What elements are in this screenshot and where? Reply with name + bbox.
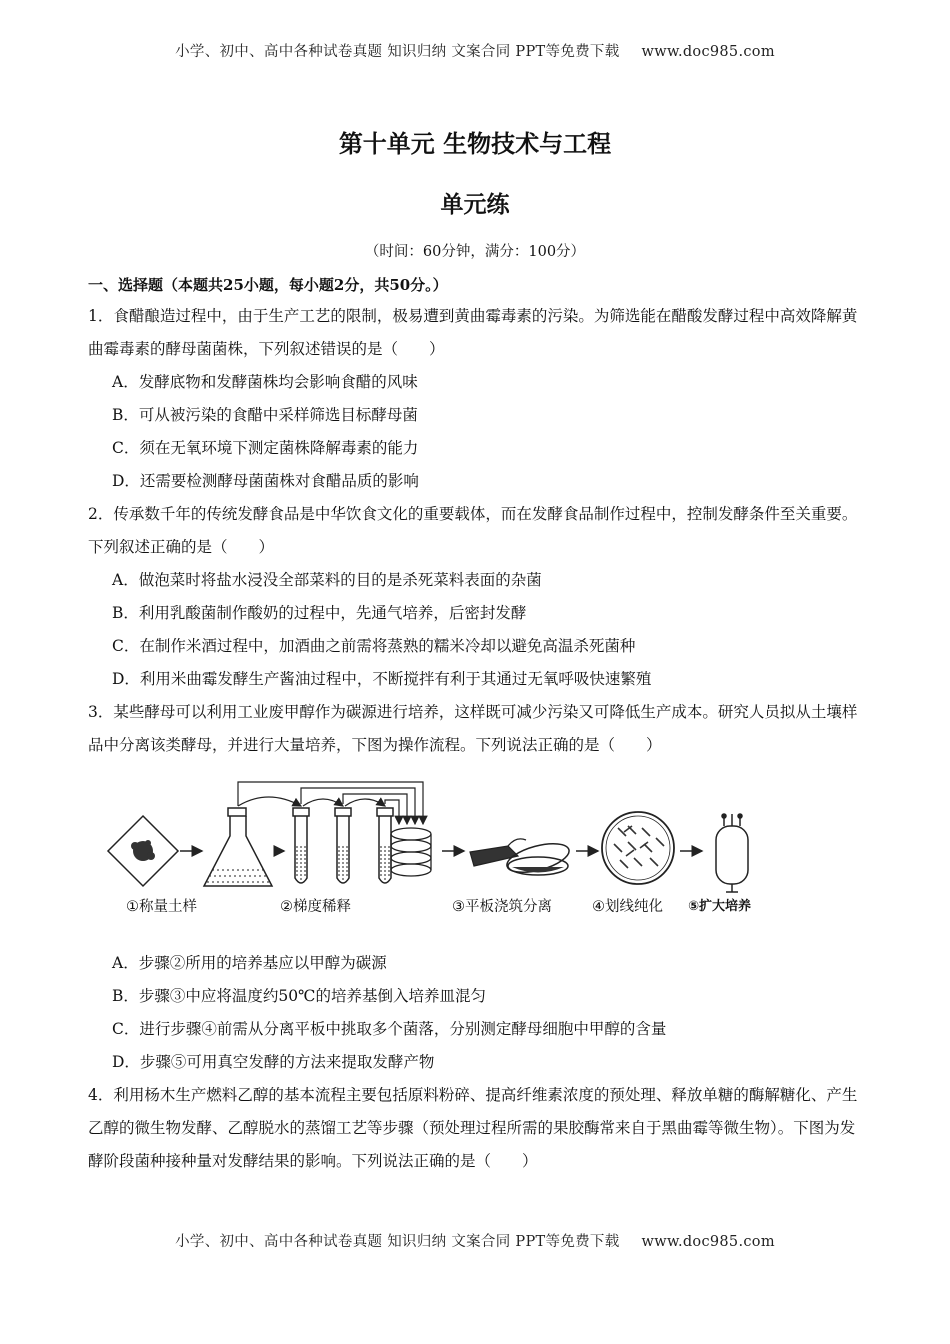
options-list bbox=[88, 564, 863, 696]
figure-label-scale-up: ⑤扩大培养 bbox=[688, 899, 752, 914]
question-4 bbox=[88, 1079, 863, 1178]
option-d[interactable]: D．步骤⑤可用真空发酵的方法来提取发酵产物 bbox=[112, 1053, 435, 1071]
option-a[interactable]: A．发酵底物和发酵菌株均会影响食醋的风味 bbox=[112, 373, 418, 391]
unit-title: 第十单元 生物技术与工程 bbox=[338, 130, 612, 158]
flask-icon bbox=[204, 808, 272, 886]
question-text: 4．利用杨木生产燃料乙醇的基本流程主要包括原料粉碎、提高纤维素浓度的预处理、释放单糖的酶解糖化、产生乙醇的微生物发酵、乙醇脱水的蒸馏工艺等步骤（预处理过程所需的果胶酶常来自于黑曲霉等微生物）。下图为发酵阶段菌种接种量对发酵结果的影响。下列说法正确的是（ ） bbox=[88, 1086, 858, 1170]
figure-label-pour-plate: ③平板浇筑分离 bbox=[452, 899, 552, 915]
option-c[interactable]: C．须在无氧环境下测定菌株降解毒素的能力 bbox=[112, 439, 419, 457]
transfer-arrow bbox=[238, 797, 301, 806]
soil-sample-icon bbox=[108, 816, 178, 886]
option-c[interactable]: C．进行步骤④前需从分离平板中挑取多个菌落，分别测定酵母细胞中甲醇的含量 bbox=[112, 1020, 667, 1038]
question-2 bbox=[88, 498, 863, 696]
option-c[interactable]: C．在制作米酒过程中，加酒曲之前需将蒸熟的糯米冷却以避免高温杀死菌种 bbox=[112, 637, 636, 655]
options-list bbox=[88, 366, 863, 498]
option-b[interactable]: B．可从被污染的食醋中采样筛选目标酵母菌 bbox=[112, 406, 418, 424]
plate-stack-icon bbox=[391, 828, 431, 876]
page-header bbox=[0, 40, 950, 61]
transfer-arrow bbox=[303, 799, 343, 806]
transfer-arrow bbox=[345, 799, 385, 806]
question-text: 2．传承数千年的传统发酵食品是中华饮食文化的重要载体，而在发酵食品制作过程中，控制发酵条件至关重要。下列叙述正确的是（ ） bbox=[88, 505, 858, 556]
transfer-lines bbox=[238, 782, 423, 824]
unit-subtitle: 单元练 bbox=[440, 192, 510, 218]
footer-text: 小学、初中、高中各种试卷真题 知识归纳 文案合同 PPT等免费下载 bbox=[175, 1234, 620, 1250]
procedure-diagram bbox=[88, 762, 863, 947]
options-list bbox=[88, 947, 863, 1079]
header-url[interactable]: www.doc985.com bbox=[641, 44, 775, 60]
question-content bbox=[88, 270, 863, 1178]
page-footer bbox=[0, 1230, 950, 1251]
exam-meta: （时间：60分钟，满分：100分） bbox=[364, 244, 586, 260]
option-a[interactable]: A．做泡菜时将盐水浸没全部菜料的目的是杀死菜料表面的杂菌 bbox=[112, 571, 542, 589]
option-d[interactable]: D．利用米曲霉发酵生产酱油过程中，不断搅拌有利于其通过无氧呼吸快速繁殖 bbox=[112, 670, 652, 688]
header-text: 小学、初中、高中各种试卷真题 知识归纳 文案合同 PPT等免费下载 bbox=[175, 44, 620, 60]
option-b[interactable]: B．步骤③中应将温度约50℃的培养基倒入培养皿混匀 bbox=[112, 987, 486, 1005]
question-text: 1．食醋酿造过程中，由于生产工艺的限制，极易遭到黄曲霉毒素的污染。为筛选能在醋酸发酵过程中高效降解黄曲霉毒素的酵母菌菌株，下列叙述错误的是（ ） bbox=[88, 307, 858, 358]
option-b[interactable]: B．利用乳酸菌制作酸奶的过程中，先通气培养，后密封发酵 bbox=[112, 604, 527, 622]
figure-label-dilution: ②梯度稀释 bbox=[280, 899, 351, 915]
pour-plate-icon bbox=[470, 838, 572, 878]
section-title: 一、选择题（本题共25小题，每小题2分，共50分。） bbox=[88, 276, 448, 294]
figure-label-streak: ④划线纯化 bbox=[592, 899, 663, 915]
figure-label-weigh-soil: ①称量土样 bbox=[126, 899, 197, 915]
question-text: 3．某些酵母可以利用工业废甲醇作为碳源进行培养，这样既可减少污染又可降低生产成本。研究人员拟从土壤样品中分离该类酵母，并进行大量培养，下图为操作流程。下列说法正确的是（ ） bbox=[88, 703, 858, 754]
footer-url[interactable]: www.doc985.com bbox=[641, 1234, 775, 1250]
option-a[interactable]: A．步骤②所用的培养基应以甲醇为碳源 bbox=[112, 954, 387, 972]
streak-plate-icon bbox=[602, 812, 674, 884]
question-3 bbox=[88, 696, 863, 1079]
test-tube-icon bbox=[335, 808, 351, 883]
test-tube-icon bbox=[293, 808, 309, 883]
fermenter-icon bbox=[716, 814, 748, 892]
procedure-diagram-svg bbox=[98, 766, 778, 936]
option-d[interactable]: D．还需要检测酵母菌菌株对食醋品质的影响 bbox=[112, 472, 419, 490]
question-1 bbox=[88, 300, 863, 498]
